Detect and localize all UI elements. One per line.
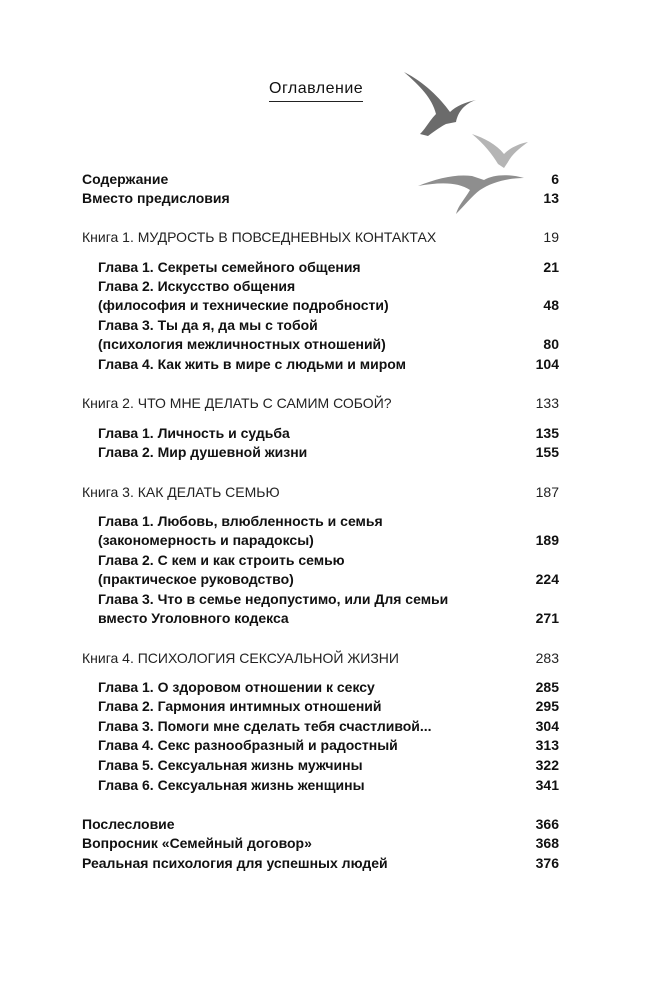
toc-book-title: Книга 4. ПСИХОЛОГИЯ СЕКСУАЛЬНОЙ ЖИЗНИ [82, 650, 399, 666]
toc-chapter-title: (философия и технические подробности) [98, 297, 389, 313]
toc-chapter-title: Глава 4. Секс разнообразный и радостный [98, 737, 398, 753]
toc-chapter-page: 224 [535, 571, 559, 587]
toc-chapter-page: 104 [535, 356, 559, 372]
toc-entry-page: 366 [535, 816, 559, 832]
toc-chapter[interactable] [98, 678, 559, 697]
toc-entry-page: 376 [535, 855, 559, 871]
toc-entry-title: Вместо предисловия [82, 190, 230, 206]
toc-chapter-page: 135 [535, 425, 559, 441]
toc-chapter-page: 322 [535, 757, 559, 773]
toc-entry-title: Реальная психология для успешных людей [82, 855, 388, 871]
toc-book-page: 283 [535, 650, 559, 666]
toc-entry-title: Содержание [82, 171, 169, 187]
toc-book-title: Книга 3. КАК ДЕЛАТЬ СЕМЬЮ [82, 484, 280, 500]
toc-chapter[interactable] [98, 697, 559, 716]
toc-chapter[interactable] [98, 316, 559, 335]
toc-entry[interactable] [82, 854, 559, 873]
toc-chapter-title: (закономерность и парадоксы) [98, 532, 314, 548]
toc-chapter-title: Глава 1. Любовь, влюбленность и семья [98, 513, 383, 529]
seagull-icon [472, 134, 528, 168]
toc-chapter[interactable] [98, 512, 559, 531]
toc-chapter-title: Глава 2. Гармония интимных отношений [98, 698, 382, 714]
toc-chapter-page: 189 [535, 532, 559, 548]
toc-chapter-page: 271 [535, 610, 559, 626]
toc-chapter[interactable] [98, 717, 559, 736]
toc-chapter-title: Глава 3. Помоги мне сделать тебя счастливой... [98, 718, 432, 734]
toc-chapter-page: 313 [535, 737, 559, 753]
toc-chapter-page: 295 [535, 698, 559, 714]
toc-entry[interactable] [82, 834, 559, 853]
toc-chapter-page: 48 [543, 297, 559, 313]
toc-chapter[interactable] [98, 736, 559, 755]
toc-entry-page: 13 [543, 190, 559, 206]
toc-chapter-title: Глава 2. Мир душевной жизни [98, 444, 308, 460]
toc-entry[interactable] [82, 170, 559, 189]
toc-chapter[interactable] [98, 756, 559, 775]
toc-chapter-page: 285 [535, 679, 559, 695]
toc-chapter-title: Глава 4. Как жить в мире с людьми и миром [98, 356, 406, 372]
toc-chapter-page: 80 [543, 336, 559, 352]
toc-chapter-page: 304 [535, 718, 559, 734]
toc-chapter[interactable] [98, 531, 559, 550]
toc-chapter-title: Глава 3. Ты да я, да мы с тобой [98, 317, 318, 333]
page-title: Оглавление [269, 80, 363, 102]
toc-chapter-title: вместо Уголовного кодекса [98, 610, 289, 626]
toc-chapter-title: (практическое руководство) [98, 571, 294, 587]
toc-chapter-title: Глава 2. С кем и как строить семью [98, 552, 345, 568]
toc-chapter[interactable] [98, 277, 559, 296]
toc-book[interactable] [82, 394, 559, 413]
toc-book[interactable] [82, 483, 559, 502]
toc-entry-title: Вопросник «Семейный договор» [82, 835, 312, 851]
toc-book-title: Книга 2. ЧТО МНЕ ДЕЛАТЬ С САМИМ СОБОЙ? [82, 395, 392, 411]
toc-entry[interactable] [82, 189, 559, 208]
toc-chapter[interactable] [98, 609, 559, 628]
toc-chapter-title: Глава 1. Секреты семейного общения [98, 259, 361, 275]
toc-entry-page: 368 [535, 835, 559, 851]
toc-entry-title: Послесловие [82, 816, 175, 832]
toc-chapter-page: 21 [543, 259, 559, 275]
toc-chapter[interactable] [98, 258, 559, 277]
toc-chapter-page: 155 [535, 444, 559, 460]
toc-chapter[interactable] [98, 443, 559, 462]
toc-chapter-title: Глава 2. Искусство общения [98, 278, 296, 294]
toc-chapter[interactable] [98, 776, 559, 795]
toc-book[interactable] [82, 649, 559, 668]
toc-chapter[interactable] [98, 590, 559, 609]
toc-chapter[interactable] [98, 355, 559, 374]
toc-chapter[interactable] [98, 296, 559, 315]
toc-chapter-page: 341 [535, 777, 559, 793]
toc-chapter[interactable] [98, 424, 559, 443]
toc-chapter-title: Глава 6. Сексуальная жизнь женщины [98, 777, 365, 793]
toc-book-page: 19 [543, 229, 559, 245]
toc-chapter-title: Глава 1. Личность и судьба [98, 425, 290, 441]
toc-chapter-title: (психология межличностных отношений) [98, 336, 386, 352]
toc-book-title: Книга 1. МУДРОСТЬ В ПОВСЕДНЕВНЫХ КОНТАКТАХ [82, 229, 437, 245]
toc-chapter-title: Глава 3. Что в семье недопустимо, или Для семьи [98, 591, 449, 607]
toc-book[interactable] [82, 228, 559, 247]
toc-entry-page: 6 [551, 171, 559, 187]
toc-chapter[interactable] [98, 551, 559, 570]
toc-chapter[interactable] [98, 335, 559, 354]
toc-entry[interactable] [82, 815, 559, 834]
toc-book-page: 133 [535, 395, 559, 411]
toc-chapter[interactable] [98, 570, 559, 589]
toc-chapter-title: Глава 5. Сексуальная жизнь мужчины [98, 757, 363, 773]
seagull-icon [404, 72, 476, 136]
toc-book-page: 187 [535, 484, 559, 500]
toc-chapter-title: Глава 1. О здоровом отношении к сексу [98, 679, 375, 695]
